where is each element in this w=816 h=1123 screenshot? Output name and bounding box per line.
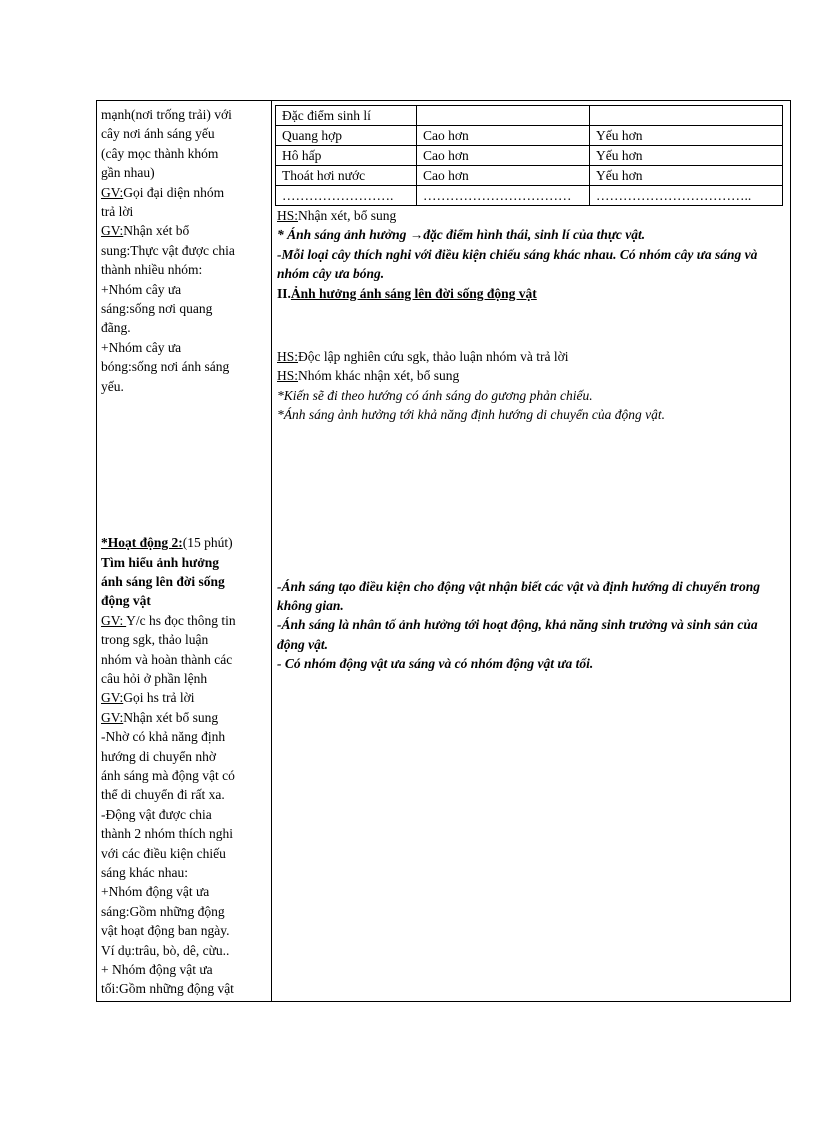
hs-line	[277, 347, 787, 366]
activity-label: *Hoạt động 2:	[101, 535, 183, 551]
spacer	[277, 303, 787, 347]
table-cell: ……………………………	[417, 186, 590, 206]
text-line: thành nhiều nhóm:	[101, 262, 203, 278]
text-line: vật hoạt động ban ngày.	[101, 923, 230, 939]
table-cell: Yếu hơn	[590, 126, 783, 146]
table-cell: Thoát hơi nước	[276, 166, 417, 186]
hs-line	[277, 206, 787, 225]
text-line: Ví dụ:trâu, bò, dê, cừu..	[101, 942, 230, 958]
gv-text: Gọi đại diện nhóm	[123, 184, 225, 200]
conclusion-text: -Ánh sáng tạo điều kiện cho động vật nhận biết các vật và định hướng di chuyển trong không gian.	[277, 578, 761, 614]
gv-line	[101, 611, 261, 630]
gv-text: Nhận xét bổ sung	[123, 709, 219, 725]
left-column	[101, 105, 261, 999]
section-number: II.	[277, 285, 291, 301]
text-line: yếu.	[101, 378, 124, 394]
table-row	[276, 186, 783, 206]
hs-text: Nhận xét, bổ sung	[298, 208, 397, 223]
table-cell: Quang hợp	[276, 126, 417, 146]
conclusion-text: -Ánh sáng là nhân tố ảnh hưởng tới hoạt động, khả năng sinh trưởng và sinh sản của động vật.	[277, 617, 758, 652]
text-line: nhóm và hoàn thành các	[101, 651, 233, 667]
text-line: đãng.	[101, 320, 131, 336]
text-line: +Nhóm động vật ưa	[101, 884, 210, 900]
hs-label: HS:	[277, 368, 299, 384]
gv-label: GV:	[101, 184, 124, 200]
text-line: tối:Gồm những động vật	[101, 981, 234, 997]
text-line: +Nhóm cây ưa	[101, 281, 182, 297]
gv-text: Gọi hs trả lời	[123, 690, 195, 706]
italic-note: *Ánh sáng ảnh hưởng tới khả năng định hướng di chuyển của động vật.	[277, 407, 666, 423]
gv-label: GV:	[101, 223, 124, 239]
text-line: thành 2 nhóm thích nghi	[101, 826, 233, 842]
activity-title-line: động vật	[101, 593, 151, 609]
text-line: mạnh(nơi trống trải) với	[101, 107, 232, 122]
text-line: (cây mọc thành khóm	[101, 145, 219, 161]
text-line: bóng:sống nơi ánh sáng	[101, 359, 230, 375]
section-heading	[277, 284, 787, 303]
lesson-table	[96, 100, 791, 1002]
text-line: với các điều kiện chiếu	[101, 845, 226, 861]
gv-line	[101, 708, 261, 727]
table-row	[276, 146, 783, 166]
hs-label: HS:	[277, 208, 299, 223]
gv-line	[101, 688, 261, 707]
activity-time: (15 phút)	[182, 535, 233, 551]
text-line: gần nhau)	[101, 165, 155, 181]
gv-label: GV:	[101, 612, 127, 628]
table-row	[276, 126, 783, 146]
table-cell: Yếu hơn	[590, 166, 783, 186]
spacer	[277, 425, 787, 577]
text-line: hướng di chuyển nhờ	[101, 748, 216, 764]
hs-label: HS:	[277, 349, 299, 365]
text-line: trong sgk, thảo luận	[101, 632, 209, 648]
table-row	[276, 166, 783, 186]
text-line: câu hỏi ở phần lệnh	[101, 670, 208, 686]
gv-line	[101, 183, 261, 202]
text-line: + Nhóm động vật ưa	[101, 962, 213, 978]
section-title: Ảnh hưởng ánh sáng lên đời sống động vật	[290, 285, 537, 301]
text-line: -Động vật được chia	[101, 806, 212, 822]
table-cell: Hô hấp	[276, 146, 417, 166]
text-line: -Nhờ có khả năng định	[101, 729, 226, 745]
hs-line	[277, 366, 787, 385]
table-cell: Cao hơn	[417, 126, 590, 146]
conclusion-text: - Có nhóm động vật ưa sáng và có nhóm động vật ưa tối.	[277, 656, 594, 672]
activity-title-line: ánh sáng lên đời sống	[101, 573, 225, 589]
text-line: sáng:sống nơi quang	[101, 301, 213, 317]
activity-heading	[101, 533, 261, 552]
hs-text: Độc lập nghiên cứu sgk, thảo luận nhóm và trả lời	[298, 349, 569, 365]
gv-text: Nhận xét bổ	[123, 223, 190, 239]
text-line: sung:Thực vật được chia	[101, 242, 235, 258]
spacer	[101, 396, 261, 533]
conclusion-text: * Ánh sáng ảnh hưởng →đặc điểm hình thái, sinh lí của thực vật.	[277, 227, 646, 243]
hs-text: Nhóm khác nhận xét, bổ sung	[298, 368, 460, 384]
text-line: +Nhóm cây ưa	[101, 339, 182, 355]
column-divider	[271, 101, 272, 1001]
gv-text: Y/c hs đọc thông tin	[126, 612, 236, 628]
text-line: thể di chuyển đi rất xa.	[101, 787, 225, 803]
table-cell: …………………….	[276, 186, 417, 206]
italic-note: *Kiến sẽ đi theo hướng có ánh sáng do gương phản chiếu.	[277, 387, 593, 403]
gv-label: GV:	[101, 690, 124, 706]
table-cell	[590, 106, 783, 126]
table-cell: Cao hơn	[417, 166, 590, 186]
text-line: cây nơi ánh sáng yếu	[101, 126, 215, 142]
gv-line	[101, 221, 261, 240]
activity-title-line: Tìm hiểu ảnh hưởng	[101, 554, 219, 570]
text-line: sáng:Gồm những động	[101, 903, 225, 919]
conclusion-text: -Mỗi loại cây thích nghi với điều kiện chiếu sáng khác nhau. Có nhóm cây ưa sáng và nhóm cây ưa bóng.	[277, 246, 758, 282]
text-line: trả lời	[101, 204, 134, 220]
table-cell: ……………………………..	[590, 186, 783, 206]
gv-label: GV:	[101, 709, 124, 725]
right-column	[277, 105, 787, 674]
table-cell: Yếu hơn	[590, 146, 783, 166]
table-cell: Đặc điểm sinh lí	[276, 106, 417, 126]
table-cell: Cao hơn	[417, 146, 590, 166]
text-line: ánh sáng mà động vật có	[101, 767, 235, 783]
table-cell	[417, 106, 590, 126]
physiology-table	[275, 105, 783, 206]
text-line: sáng khác nhau:	[101, 865, 188, 880]
table-row	[276, 106, 783, 126]
